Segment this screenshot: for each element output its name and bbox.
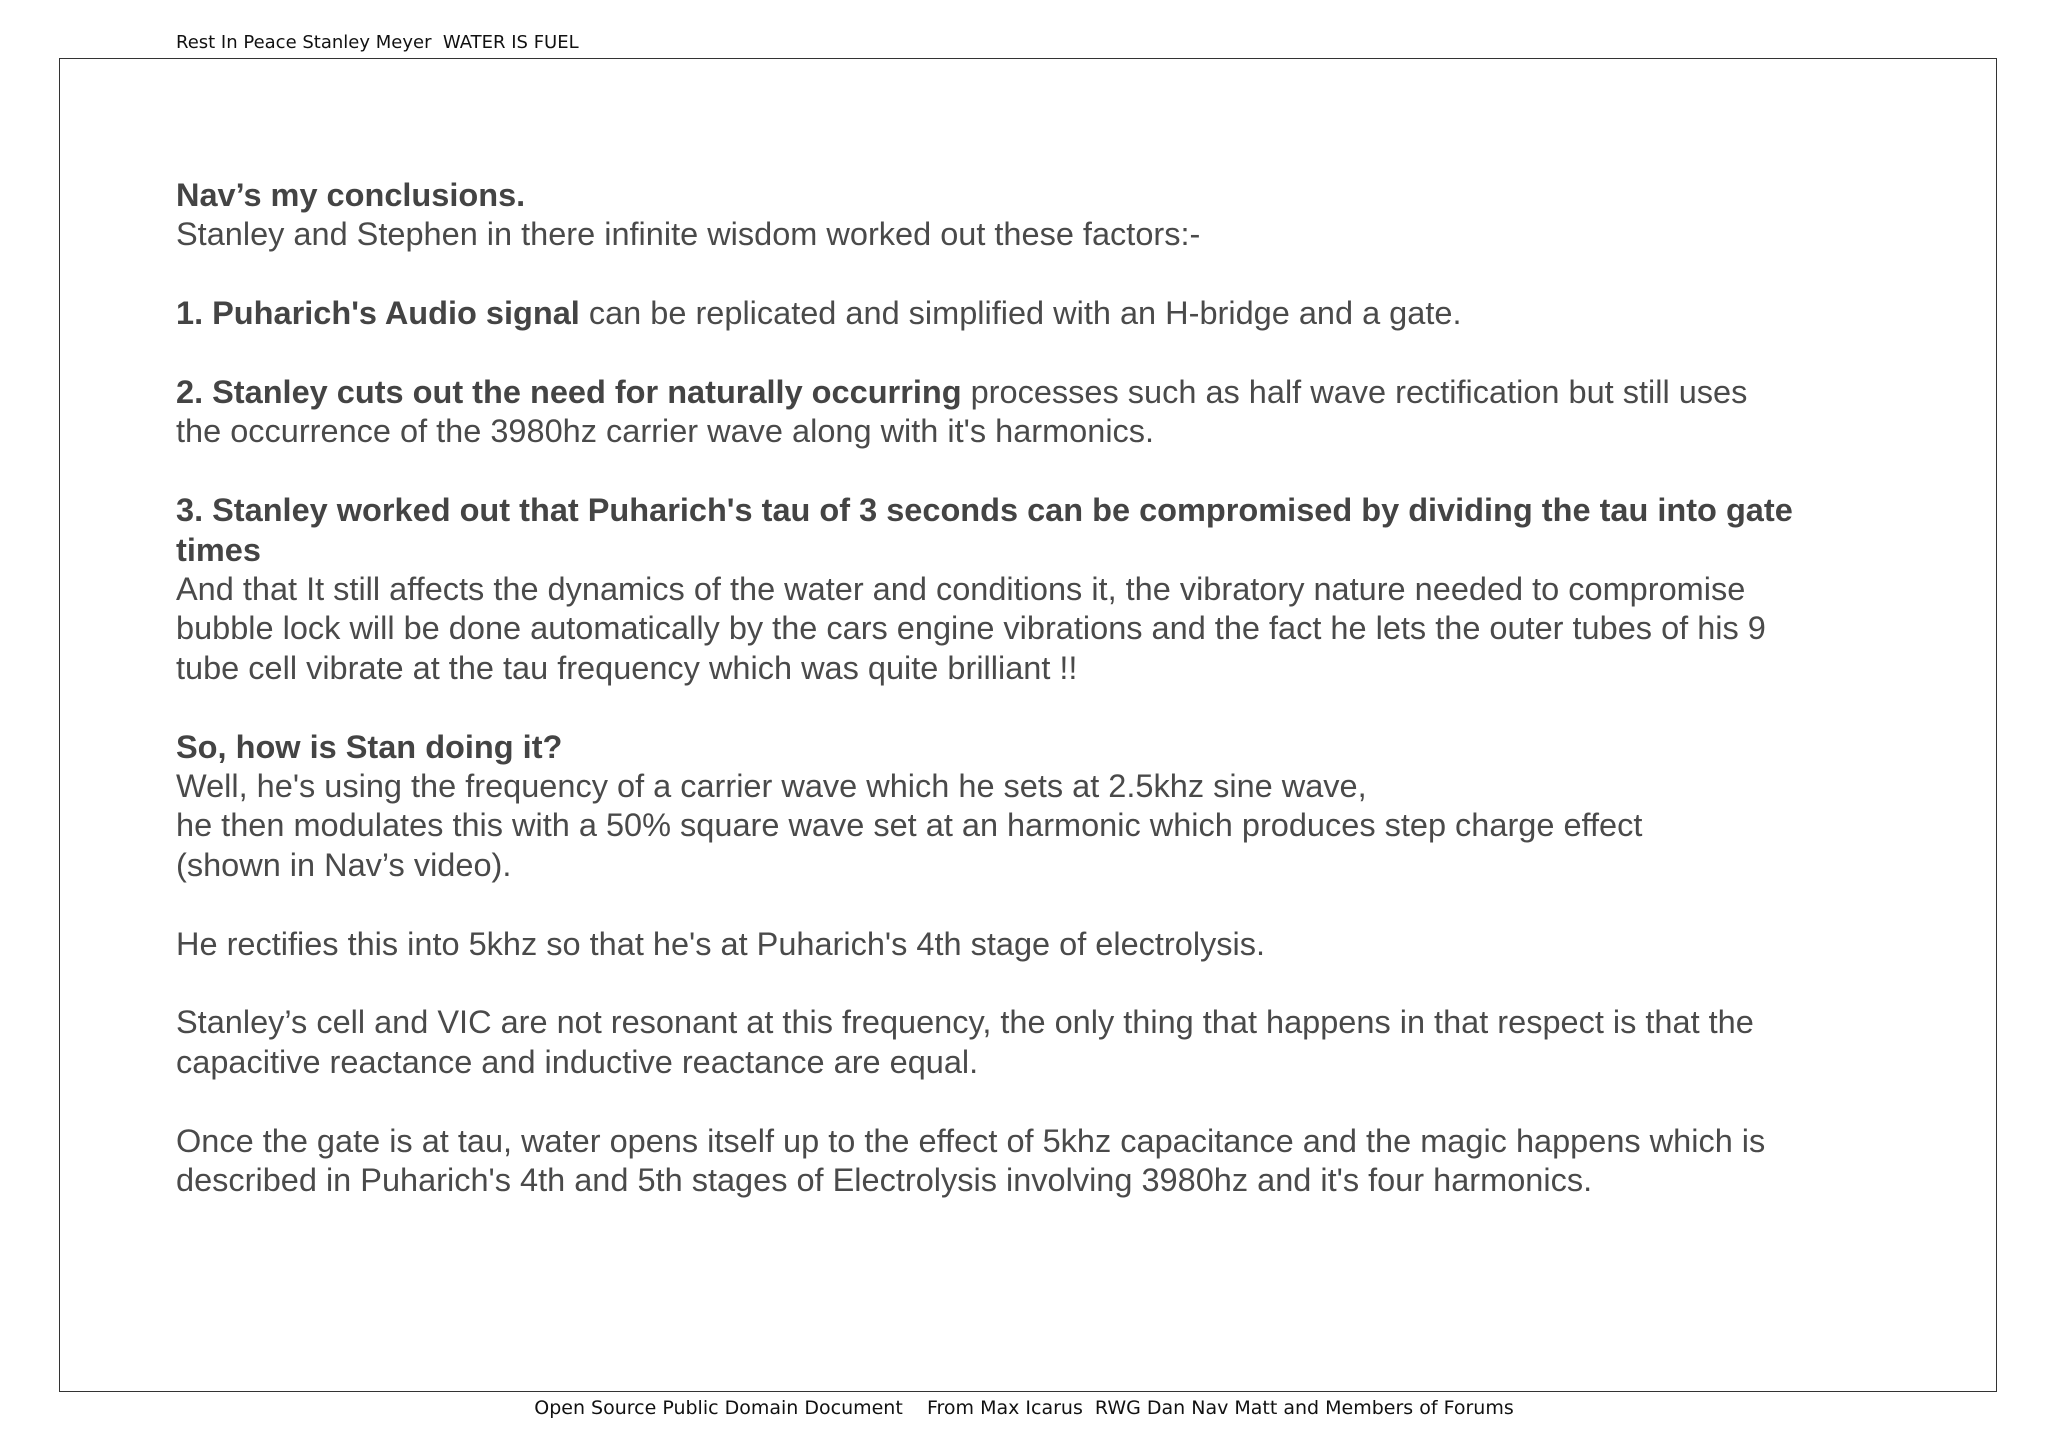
point-3-text-line-3: tube cell vibrate at the tau frequency which was quite brilliant !! [176,649,1078,686]
point-3-title-line-2: times [176,531,261,568]
page-footer: Open Source Public Domain Document From Max Icarus RWG Dan Nav Matt and Members of Forums [534,1397,1514,1419]
point-2-text: processes such as half wave rectification but still uses [961,374,1748,410]
point-1 [176,294,1896,333]
rectify-text: He rectifies this into 5khz so that he's at Puharich's 4th stage of electrolysis. [176,925,1266,962]
page-header: Rest In Peace Stanley Meyer WATER IS FUEL [176,32,579,53]
point-1-text: can be replicated and simplified with an H-bridge and a gate. [579,295,1462,332]
resonant-line-2: capacitive reactance and inductive reactance are equal. [176,1043,979,1080]
rectify-paragraph [176,925,1896,964]
document-heading: Nav’s my conclusions. [176,177,526,213]
point-3-text-line-2: bubble lock will be done automatically by the cars engine vibrations and the fact he lets the outer tubes of his 9 [176,610,1766,647]
intro-paragraph [176,176,1896,255]
section-how [176,728,1896,886]
section-how-line-3: (shown in Nav’s video). [176,846,512,883]
point-1-title: 1. Puharich's Audio signal [176,295,580,332]
document-body [176,176,1896,1240]
point-3-title-line-1: 3. Stanley worked out that Puharich's tau of 3 seconds can be compromised by dividing the tau into gate [176,492,1793,529]
gate-line-2: described in Puharich's 4th and 5th stages of Electrolysis involving 3980hz and it's four harmonics. [176,1162,1593,1199]
point-2 [176,373,1896,452]
resonant-line-1: Stanley’s cell and VIC are not resonant at this frequency, the only thing that happens in that respect is that the [176,1004,1754,1041]
gate-line-1: Once the gate is at tau, water opens itself up to the effect of 5khz capacitance and the magic happens which is [176,1122,1766,1159]
point-3 [176,491,1896,688]
point-2-text-line-2: the occurrence of the 3980hz carrier wave along with it's harmonics. [176,413,1155,450]
section-how-heading: So, how is Stan doing it? [176,728,563,765]
gate-paragraph [176,1122,1896,1201]
point-2-title: 2. Stanley cuts out the need for naturally occurring [176,374,962,410]
section-how-line-2: he then modulates this with a 50% square wave set at an harmonic which produces step charge effect [176,807,1643,844]
section-how-line-1: Well, he's using the frequency of a carrier wave which he sets at 2.5khz sine wave, [176,768,1367,805]
intro-text: Stanley and Stephen in there infinite wisdom worked out these factors:- [176,216,1201,253]
point-3-text-line-1: And that It still affects the dynamics of the water and conditions it, the vibratory nature needed to compromise [176,571,1746,608]
resonant-paragraph [176,1003,1896,1082]
